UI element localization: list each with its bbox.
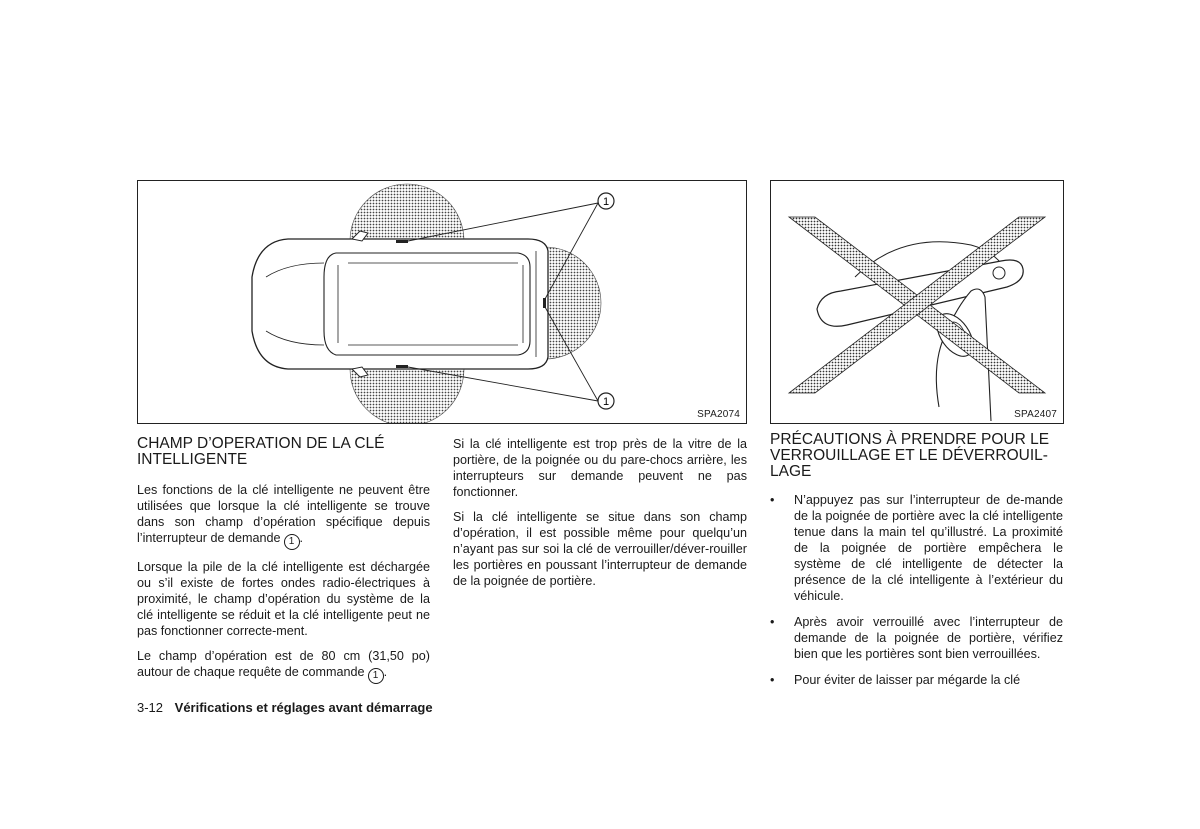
bullet-icon: • <box>770 493 775 507</box>
figure-wrong-usage <box>770 180 1064 424</box>
zone-rear <box>545 247 601 359</box>
list-item <box>770 614 1063 662</box>
crossed-hand-illustration <box>771 181 1063 423</box>
callout-circle: 1 <box>368 668 384 684</box>
punctuation: . <box>299 531 304 545</box>
list-item-text: Après avoir verrouillé avec l’interrupteur de demande de la poignée de portière, vérifiez bien que les portières sont bien verrouillées. <box>794 615 1063 661</box>
rear-sensor <box>543 298 546 308</box>
paragraph <box>137 482 430 550</box>
precautions-list <box>770 492 1063 688</box>
section-heading-operating-range: CHAMP D’OPERATION DE LA CLÉ INTELLIGENTE <box>137 435 385 468</box>
door-handle-top <box>396 240 408 243</box>
list-item-text: Pour éviter de laisser par mégarde la clé <box>794 673 1021 687</box>
list-item <box>770 492 1063 604</box>
callout-1-top-label: 1 <box>602 196 610 208</box>
callout-1-bottom-label: 1 <box>602 396 610 408</box>
page-number: 3-12 <box>137 700 164 715</box>
door-handle-bottom <box>396 365 408 368</box>
paragraph: Si la clé intelligente est trop près de la vitre de la portière, de la poignée ou du pare-chocs arrière, les interrupteurs sur demande peuvent ne pas fonctionner. <box>453 437 747 499</box>
paragraph-text: Les fonctions de la clé intelligente ne peuvent être utilisées que lorsque la clé intelligente se trouve dans son champ d’opération spécifique depuis l’interrupteur de demande <box>137 483 430 545</box>
figure-detection-range <box>137 180 747 424</box>
figure-code: SPA2407 <box>1014 409 1057 420</box>
list-item <box>770 672 1063 688</box>
paragraph: Si la clé intelligente se situe dans son champ d’opération, il est possible même pour quelqu’un n’ayant pas sur soi la clé de verrouiller/déver-rouiller les portières en poussant l’interrupteur de demande de la poignée de portière. <box>453 510 747 588</box>
car-detection-illustration <box>138 181 746 423</box>
paragraph <box>137 648 430 684</box>
footer-title: Vérifications et réglages avant démarrage <box>174 700 433 715</box>
page-footer <box>137 700 433 715</box>
paragraph: Lorsque la pile de la clé intelligente est déchargée ou s’il existe de fortes ondes radio-électriques à proximité, le champ d’opération du système de la clé intelligente se réduit et la clé intelligente peut ne pas fonctionner correcte-ment. <box>137 560 430 638</box>
bullet-icon: • <box>770 615 775 629</box>
column-2 <box>453 436 747 598</box>
zone-bottom-door <box>350 369 464 423</box>
paragraph-text: Le champ d’opération est de 80 cm (31,50 po) autour de chaque requête de commande <box>137 649 430 679</box>
figure-code: SPA2074 <box>697 409 740 420</box>
list-item-text: N’appuyez pas sur l’interrupteur de de-mande de la poignée de portière avec la clé intelligente tenue dans la main tel qu’illustré. La proximité de la poignée de portière empêchera le système de clé intelligente de détecter la présence de la clé intelligente à l’extérieur du véhicule. <box>794 493 1063 603</box>
column-3 <box>770 492 1063 698</box>
punctuation: . <box>383 665 388 679</box>
column-1 <box>137 482 430 693</box>
section-heading-precautions: PRÉCAUTIONS À PRENDRE POUR LE VERROUILLAGE ET LE DÉVERROUIL-LAGE <box>770 431 1050 480</box>
callout-circle: 1 <box>284 534 300 550</box>
bullet-icon: • <box>770 673 775 687</box>
